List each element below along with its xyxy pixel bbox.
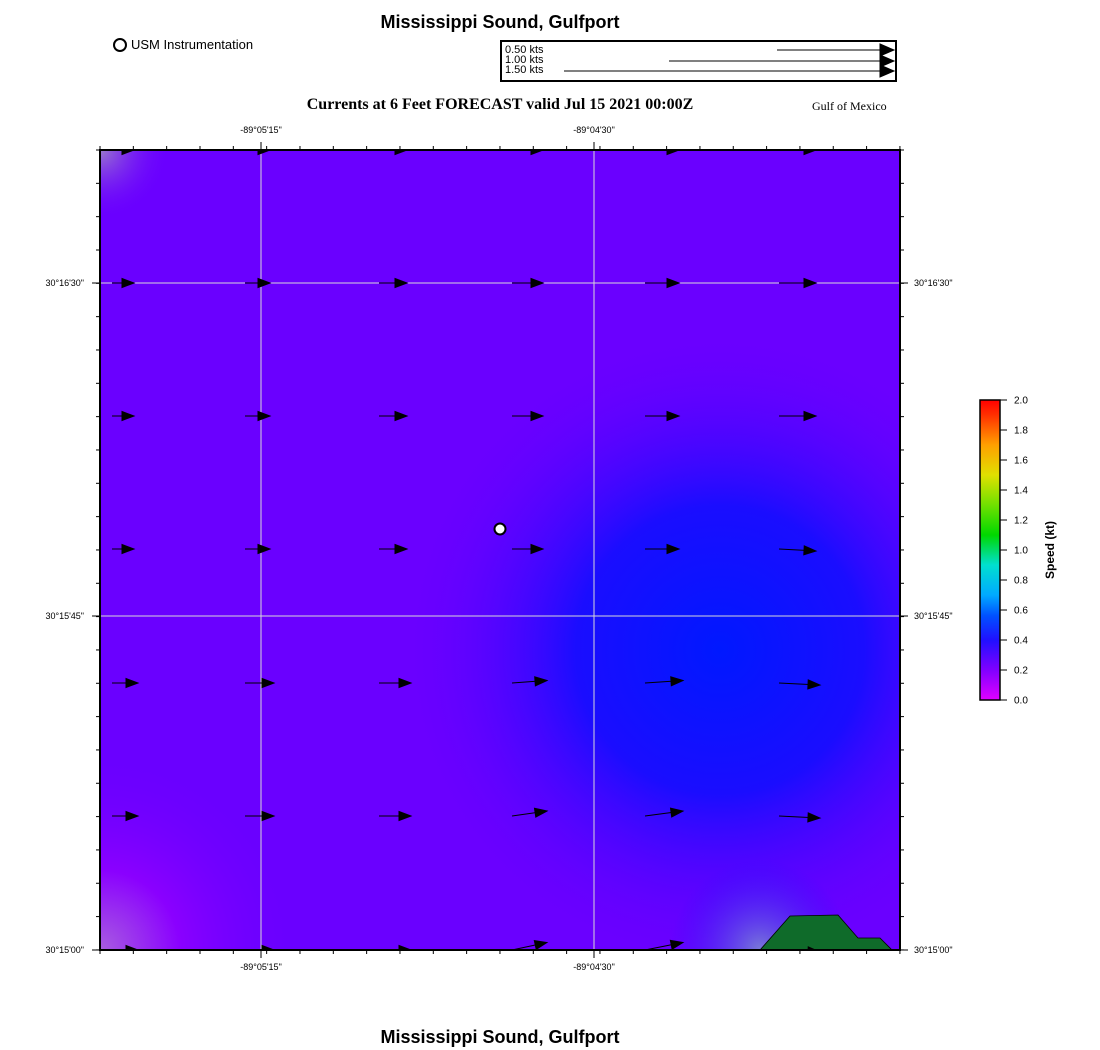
instrumentation-legend-label: USM Instrumentation bbox=[131, 37, 254, 52]
colorbar-title: Speed (kt) bbox=[1043, 520, 1057, 580]
forecast-subtitle: Currents at 6 Feet FORECAST valid Jul 15 2021 00:00Z bbox=[306, 96, 694, 113]
scale-label-0-50: 0.50 kts bbox=[505, 44, 544, 56]
region-label: Gulf of Mexico bbox=[812, 99, 887, 113]
usm-instrument-marker[interactable] bbox=[495, 524, 506, 535]
lat-label-right-2: 30°15'45" bbox=[914, 611, 953, 621]
lat-label-left-3: 30°15'00" bbox=[45, 945, 84, 955]
colorbar-tick-label: 1.4 bbox=[1014, 485, 1028, 497]
lon-label-bottom-1: -89°05'15" bbox=[240, 962, 282, 972]
speed-colorbar bbox=[980, 400, 1000, 700]
colorbar-tick-label: 0.0 bbox=[1014, 695, 1028, 707]
scale-label-1-00: 1.00 kts bbox=[505, 54, 544, 66]
colorbar-tick-label: 2.0 bbox=[1014, 395, 1028, 407]
colorbar-tick-label: 0.4 bbox=[1014, 635, 1028, 647]
colorbar-tick-label: 0.6 bbox=[1014, 605, 1028, 617]
colorbar-tick-label: 1.6 bbox=[1014, 455, 1028, 467]
lat-label-right-1: 30°16'30" bbox=[914, 278, 953, 288]
colorbar-tick-label: 1.8 bbox=[1014, 425, 1028, 437]
lat-label-left-1: 30°16'30" bbox=[45, 278, 84, 288]
lon-label-bottom-2: -89°04'30" bbox=[573, 962, 615, 972]
map-title: Mississippi Sound, Gulfport bbox=[380, 12, 620, 32]
lon-label-top-2: -89°04'30" bbox=[573, 125, 615, 135]
colorbar-tick-label: 0.2 bbox=[1014, 665, 1028, 677]
colorbar-tick-label: 0.8 bbox=[1014, 575, 1028, 587]
colorbar-tick-label: 1.0 bbox=[1014, 545, 1028, 557]
lon-label-top-1: -89°05'15" bbox=[240, 125, 282, 135]
scale-label-1-50: 1.50 kts bbox=[505, 64, 544, 76]
lat-label-right-3: 30°15'00" bbox=[914, 945, 953, 955]
lat-label-left-2: 30°15'45" bbox=[45, 611, 84, 621]
colorbar-ticks bbox=[1000, 396, 1028, 707]
colorbar-tick-label: 1.2 bbox=[1014, 515, 1028, 527]
slow-current-corner-br bbox=[100, 150, 900, 950]
footer-title: Mississippi Sound, Gulfport bbox=[380, 1027, 620, 1047]
